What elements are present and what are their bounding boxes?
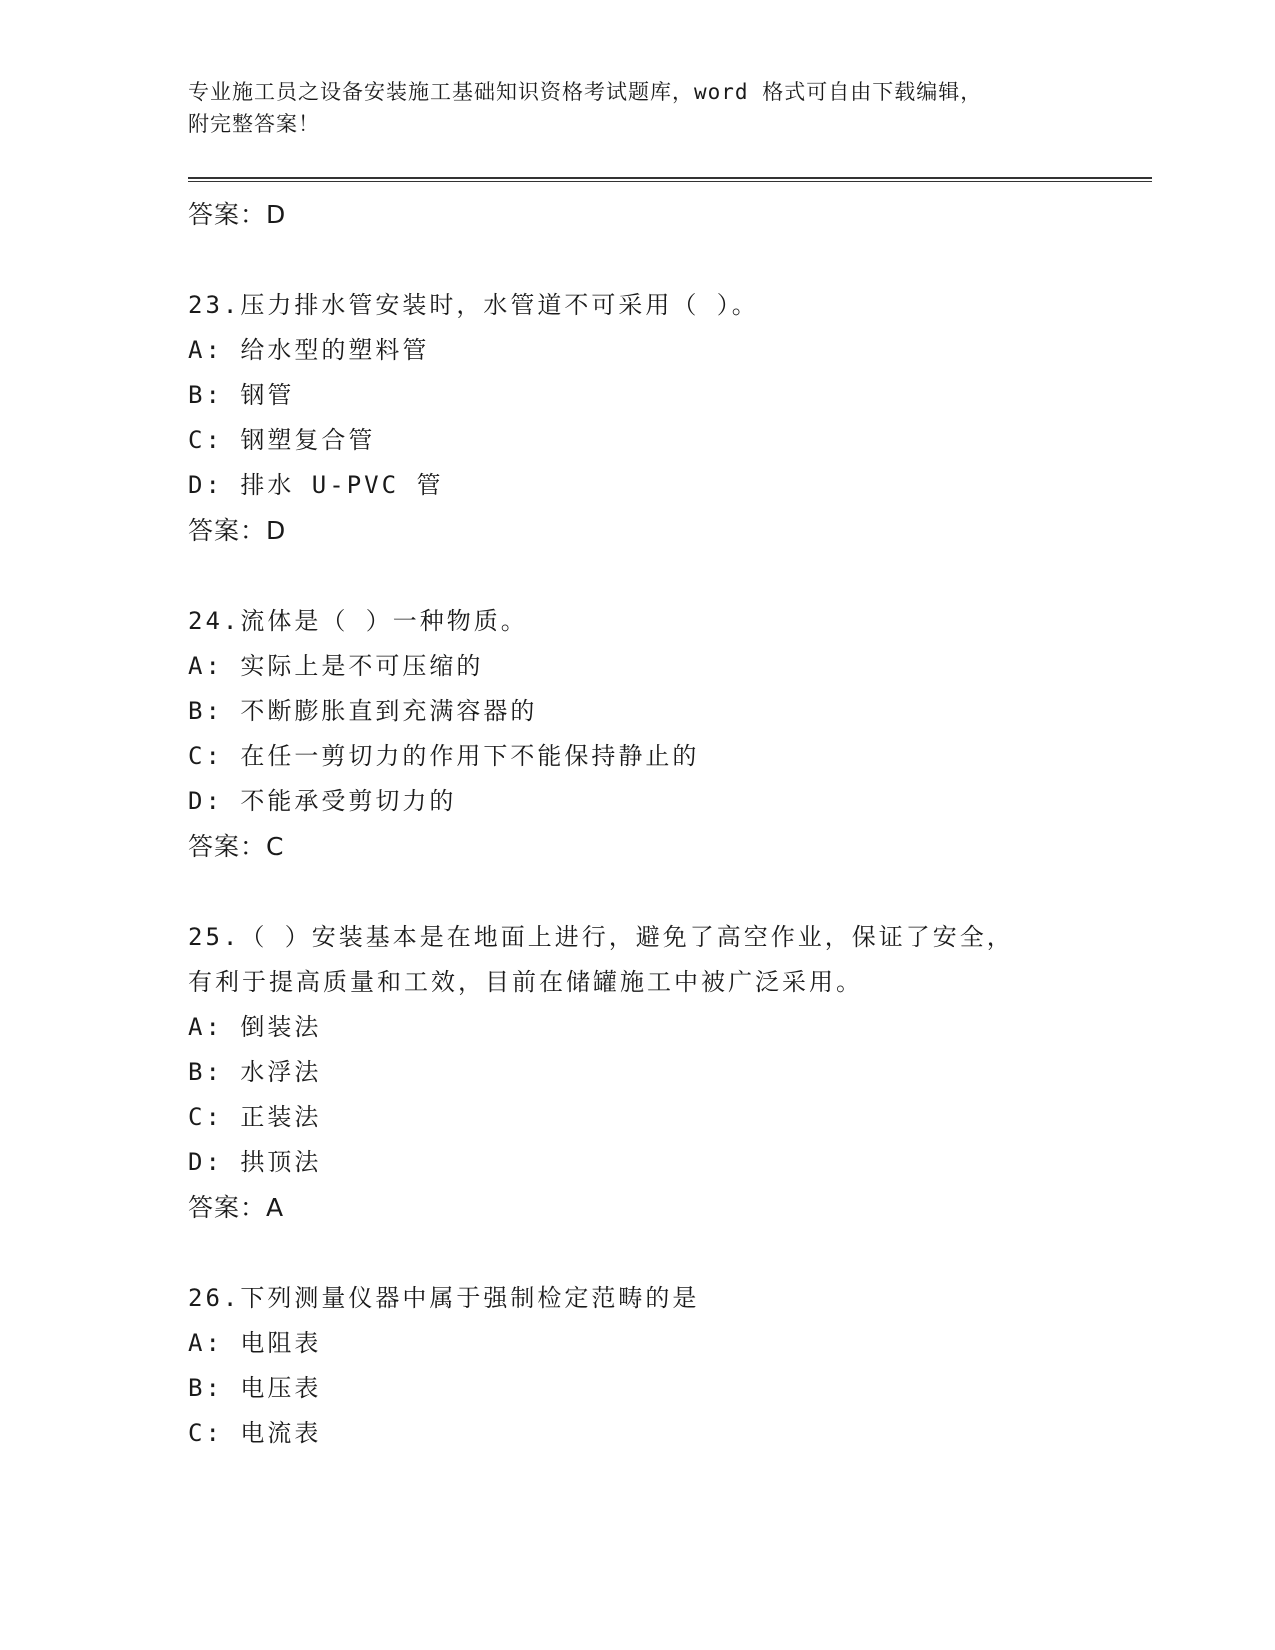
option-c: C: 在任一剪切力的作用下不能保持静止的	[188, 742, 700, 770]
question-24	[188, 599, 1068, 869]
option-a: A: 给水型的塑料管	[188, 336, 430, 364]
spacer	[188, 237, 1068, 283]
option-d: D: 排水 U-PVC 管	[188, 471, 444, 499]
question-stem-line-2: 有利于提高质量和工效，目前在储罐施工中被广泛采用。	[188, 968, 863, 996]
header-line-2: 附完整答案！	[188, 112, 320, 136]
question-23	[188, 283, 1068, 553]
option-b: B: 电压表	[188, 1374, 322, 1402]
question-26	[188, 1276, 1068, 1456]
option-c: C: 电流表	[188, 1419, 322, 1447]
question-stem: 24.流体是（ ）一种物质。	[188, 607, 528, 635]
option-a: A: 倒装法	[188, 1013, 322, 1041]
option-a: A: 实际上是不可压缩的	[188, 652, 484, 680]
question-stem: 26.下列测量仪器中属于强制检定范畴的是	[188, 1284, 700, 1312]
document-header	[188, 76, 1068, 140]
question-stem: 23.压力排水管安装时，水管道不可采用（ ）。	[188, 291, 759, 319]
answer: 答案：C	[188, 832, 285, 861]
option-d: D: 拱顶法	[188, 1148, 322, 1176]
answer: 答案：D	[188, 516, 287, 545]
question-stem-line-1: 25.（ ）安装基本是在地面上进行，避免了高空作业，保证了安全，	[188, 923, 1014, 951]
question-list	[188, 192, 1068, 1456]
option-c: C: 正装法	[188, 1103, 322, 1131]
option-b: B: 水浮法	[188, 1058, 322, 1086]
header-divider-thick	[188, 177, 1152, 179]
header-divider-thin	[188, 181, 1152, 182]
spacer	[188, 1230, 1068, 1276]
option-b: B: 钢管	[188, 381, 295, 409]
spacer	[188, 869, 1068, 915]
option-c: C: 钢塑复合管	[188, 426, 376, 454]
option-d: D: 不能承受剪切力的	[188, 787, 457, 815]
option-b: B: 不断膨胀直到充满容器的	[188, 697, 538, 725]
header-line-1: 专业施工员之设备安装施工基础知识资格考试题库，word 格式可自由下载编辑，	[188, 80, 983, 104]
option-a: A: 电阻表	[188, 1329, 322, 1357]
previous-answer: 答案：D	[188, 200, 287, 229]
question-25	[188, 915, 1068, 1230]
spacer	[188, 553, 1068, 599]
answer: 答案：A	[188, 1193, 285, 1222]
